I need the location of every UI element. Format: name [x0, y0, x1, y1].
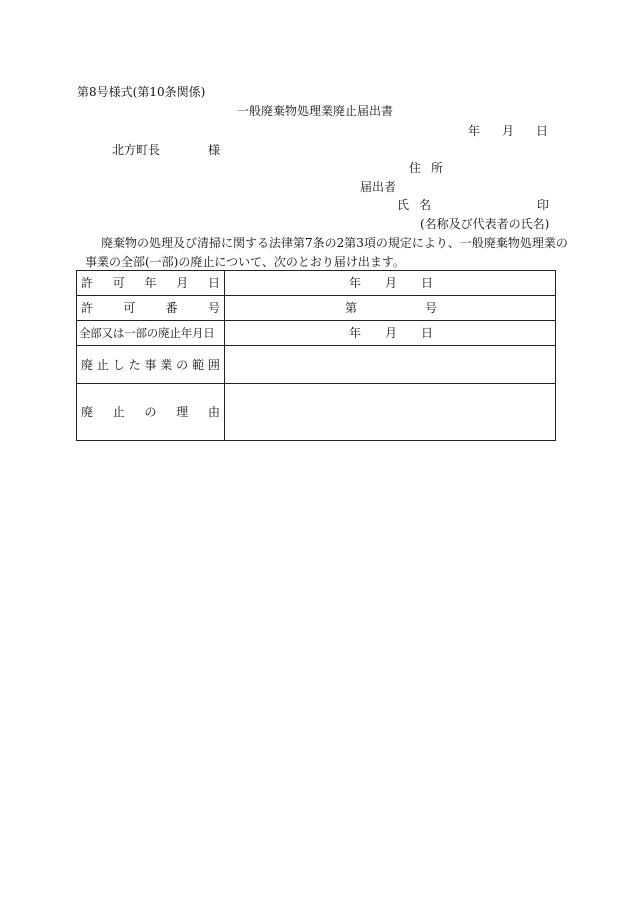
- table-row-permit-date: [77, 271, 556, 296]
- row-label-permit-date: 許 可 年 月 日: [77, 271, 225, 296]
- name-note: (名称及び代表者の氏名): [420, 217, 550, 231]
- permit-number-field[interactable]: 第 号: [225, 296, 556, 321]
- business-scope-field[interactable]: [225, 346, 556, 384]
- body-line-2: 事業の全部(一部)の廃止について、次のとおり届け出ます。: [85, 255, 405, 269]
- body-line-1: 廃棄物の処理及び清掃に関する法律第7条の2第3項の規定により、一般廃棄物処理業の: [101, 236, 568, 250]
- row-label-permit-number: 許 可 番 号: [77, 296, 225, 321]
- row-label-abolition-date: 全部又は一部の廃止年月日: [77, 321, 225, 346]
- addressee-name: 北方町長: [112, 143, 161, 157]
- name-label: 氏 名: [397, 198, 431, 212]
- permit-date-field[interactable]: 年 月 日: [225, 271, 556, 296]
- address-label: 住 所: [409, 161, 443, 175]
- date-day-label: 日: [535, 124, 548, 138]
- row-label-business-scope: 廃 止 し た 事 業 の 範 囲: [77, 346, 225, 384]
- addressee-honorific: 様: [208, 143, 221, 157]
- row-label-abolition-reason: 廃 止 の 理 由: [77, 384, 225, 441]
- submission-date: [468, 124, 548, 138]
- table-row-abolition-date: [77, 321, 556, 346]
- abolition-date-field[interactable]: 年 月 日: [225, 321, 556, 346]
- seal-mark: 印: [537, 198, 550, 212]
- table-row-business-scope: [77, 346, 556, 384]
- table-row-abolition-reason: [77, 384, 556, 441]
- table-row-permit-number: [77, 296, 556, 321]
- submitter-label: 届出者: [360, 180, 397, 194]
- abolition-reason-field[interactable]: [225, 384, 556, 441]
- date-year-label: 年: [468, 124, 481, 138]
- date-month-label: 月: [501, 124, 514, 138]
- document-title: 一般廃棄物処理業廃止届出書: [237, 104, 394, 118]
- notification-table: [76, 270, 556, 441]
- form-number-label: 第8号様式(第10条関係): [77, 85, 206, 99]
